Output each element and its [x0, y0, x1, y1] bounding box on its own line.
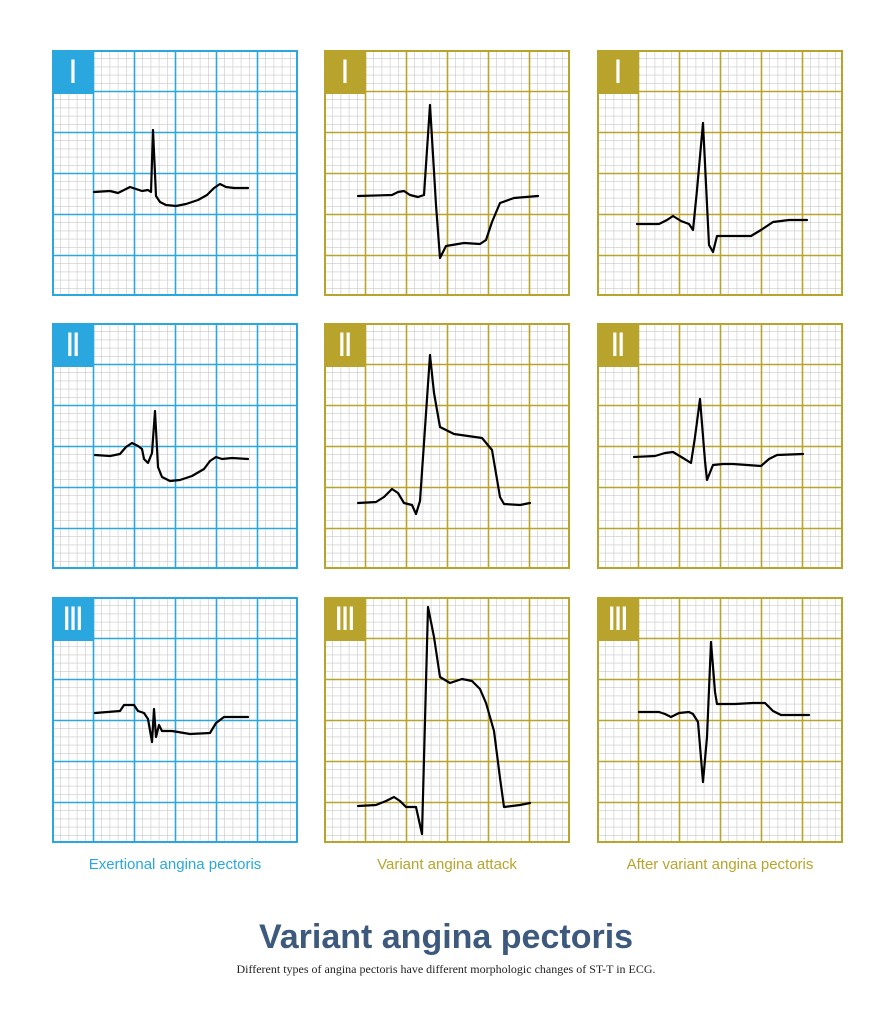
ecg-panel-variant-attack-lead-1 — [324, 50, 570, 296]
lead-badge: Ⅲ — [52, 597, 94, 641]
ecg-panel-exertional-lead-2 — [52, 323, 298, 569]
lead-badge: Ⅰ — [324, 50, 366, 94]
page-title: Variant angina pectoris — [258, 918, 634, 956]
lead-badge: Ⅱ — [324, 323, 366, 367]
ecg-panel-variant-attack-lead-2 — [324, 323, 570, 569]
caption-exertional: Exertional angina pectoris — [88, 856, 262, 873]
ecg-panel-variant-attack-lead-3 — [324, 597, 570, 843]
lead-badge: Ⅰ — [597, 50, 639, 94]
ecg-panel-exertional-lead-3 — [52, 597, 298, 843]
lead-badge: Ⅱ — [52, 323, 94, 367]
lead-badge: Ⅲ — [597, 597, 639, 641]
page-subtitle: Different types of angina pectoris have different morphologic changes of ST-T in ECG. — [236, 962, 656, 976]
ecg-panel-after-variant-lead-1 — [597, 50, 843, 296]
caption-variant-attack: Variant angina attack — [377, 856, 517, 873]
lead-badge: Ⅱ — [597, 323, 639, 367]
ecg-panel-after-variant-lead-2 — [597, 323, 843, 569]
lead-badge: Ⅲ — [324, 597, 366, 641]
ecg-panel-exertional-lead-1 — [52, 50, 298, 296]
lead-badge: Ⅰ — [52, 50, 94, 94]
caption-after-variant: After variant angina pectoris — [626, 856, 814, 873]
ecg-panel-after-variant-lead-3 — [597, 597, 843, 843]
